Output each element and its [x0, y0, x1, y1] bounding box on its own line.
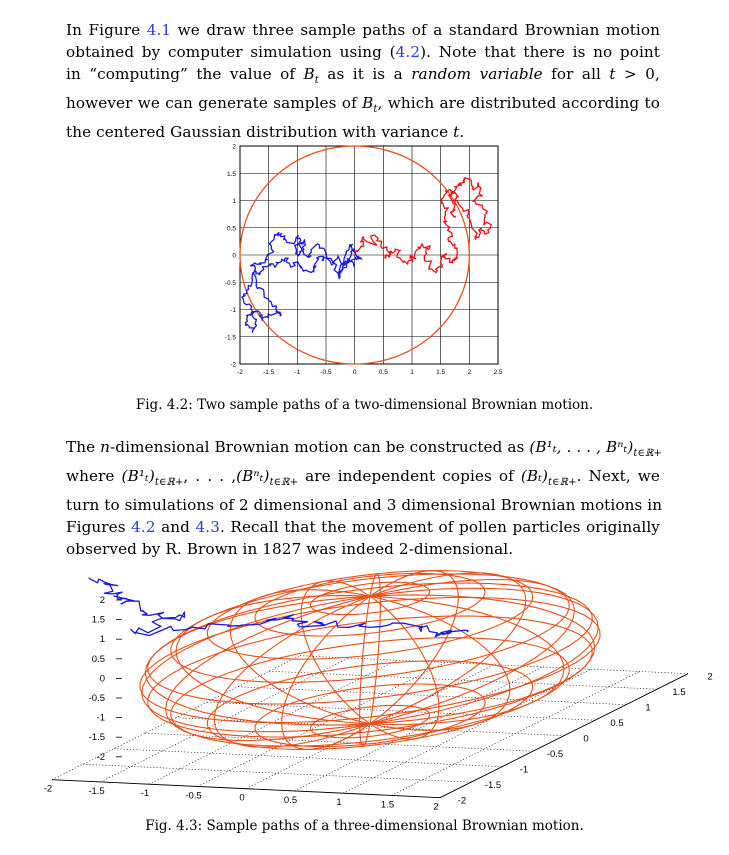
z-tick-label: -1 [96, 712, 105, 724]
z-tick-label: 2 [99, 595, 105, 606]
sphere-longitude-line [166, 580, 575, 741]
z-tick-label: -2 [96, 751, 105, 763]
text-line: the centered Gaussian distribution with variance t. [66, 123, 465, 142]
z-tick-label: -1.5 [88, 732, 105, 744]
z-tick-label: 0 [99, 673, 105, 685]
z-tick-label: 1 [99, 634, 105, 646]
x-tick-label: -1 [140, 788, 150, 800]
y-tick-label: 2 [232, 143, 236, 151]
y-tick-label: 1 [645, 702, 651, 714]
text-line: In Figure 4.1 we draw three sample paths of a standard Brownian motion [66, 21, 660, 39]
floor-grid-line [114, 749, 502, 767]
x-tick-label: 0.5 [283, 794, 298, 806]
x-tick-label: 2 [467, 369, 472, 376]
plot-grid [240, 146, 498, 364]
text-line: however we can generate samples of $B_t$, which are distributed according to [66, 94, 660, 116]
text-line: obtained by computer simulation using (4.2). Note that there is no point [66, 43, 660, 61]
sphere-longitude-line [142, 588, 599, 731]
y-tick-label: 2 [707, 671, 713, 683]
sphere-wireframe [140, 571, 600, 750]
figure-3d-brownian-plot [0, 570, 729, 815]
figure-2d-brownian-plot [0, 140, 729, 390]
y-tick-label: 0.5 [226, 225, 236, 233]
y-tick-label: -0.5 [224, 279, 236, 287]
figure-ref-link[interactable]: 4.1 [146, 21, 172, 39]
y-tick-label: 0 [232, 252, 236, 260]
x-tick-label: -2 [43, 783, 53, 795]
z-tick-label: 1.5 [91, 614, 105, 626]
x-tick-label: -0.5 [320, 369, 332, 376]
text-line: Figures 4.2 and 4.3. Recall that the movement of pollen particles originally [66, 518, 660, 537]
text-line: observed by R. Brown in 1827 was indeed 2-dimensional. [66, 540, 514, 559]
paragraph-ndim [66, 436, 663, 560]
y-tick-label: -1 [519, 764, 529, 776]
z-tick-label: -0.5 [88, 693, 105, 704]
figure-caption: Fig. 4.3: Sample paths of a three-dimensional Brownian motion. [145, 818, 584, 834]
axis-line [52, 780, 440, 798]
y-tick-label: 0 [583, 733, 589, 745]
x-tick-label: 1 [336, 797, 342, 809]
y-tick-label: 0.5 [610, 718, 624, 730]
y-tick-label: -1.5 [224, 334, 236, 342]
paragraph-intro [66, 19, 660, 143]
figure-ref-link[interactable]: 4.2 [131, 518, 156, 537]
figure-ref-link[interactable]: 4.3 [195, 518, 220, 537]
series-line-path-2 [354, 178, 491, 273]
text-line: The n-dimensional Brownian motion can be constructed as (B¹ₜ, . . . , $B^n_t)_{t\in ℝ+}$ [66, 438, 662, 460]
z-tick-label: 0.5 [91, 653, 105, 665]
y-tick-label: -0.5 [546, 749, 564, 761]
y-tick-label: 1.5 [672, 687, 686, 699]
floor-grid-line [83, 764, 471, 782]
equation-ref-link[interactable]: 4.2 [395, 43, 421, 61]
y-tick-label: -2 [230, 361, 236, 369]
sphere-longitude-line [145, 595, 594, 725]
y-tick-label: -1.5 [484, 780, 502, 792]
figure-caption: Fig. 4.2: Two sample paths of a two-dimensional Brownian motion. [135, 397, 594, 413]
x-tick-label: 2.5 [493, 369, 503, 376]
x-tick-label: -2 [237, 369, 243, 376]
x-tick-label: 1 [410, 369, 414, 376]
x-tick-label: 2 [433, 801, 439, 813]
x-tick-label: 0.5 [378, 369, 388, 376]
x-tick-label: 1.5 [380, 799, 395, 811]
floor-grid-line [343, 669, 591, 793]
x-tick-label: -1 [294, 369, 301, 376]
x-tick-label: 0 [239, 792, 245, 804]
y-tick-label: 1.5 [226, 170, 236, 178]
text-line: turn to simulations of 2 dimensional and 3 dimensional Brownian motions in [66, 496, 663, 515]
x-tick-label: -1.5 [263, 369, 275, 376]
text-line: in “computing” the value of $B_t$ as it is a random variable for all t > 0, [66, 65, 660, 87]
floor-grid-line [295, 667, 543, 791]
x-tick-label: 1.5 [436, 369, 446, 376]
y-tick-label: -2 [457, 795, 467, 807]
y-tick-label: -1 [230, 307, 236, 314]
text-line: where $(B^1_t)_{t\in ℝ+}$, . . . $,(B^n_t)_{t\in ℝ+}$ are independent copies of $(B_t)_{t\in ℝ+}$. Next, we [66, 467, 660, 489]
x-tick-label: -0.5 [185, 790, 202, 802]
x-tick-label: -1.5 [88, 785, 105, 797]
x-tick-label: 0 [352, 369, 357, 376]
y-tick-label: 1 [232, 198, 236, 205]
